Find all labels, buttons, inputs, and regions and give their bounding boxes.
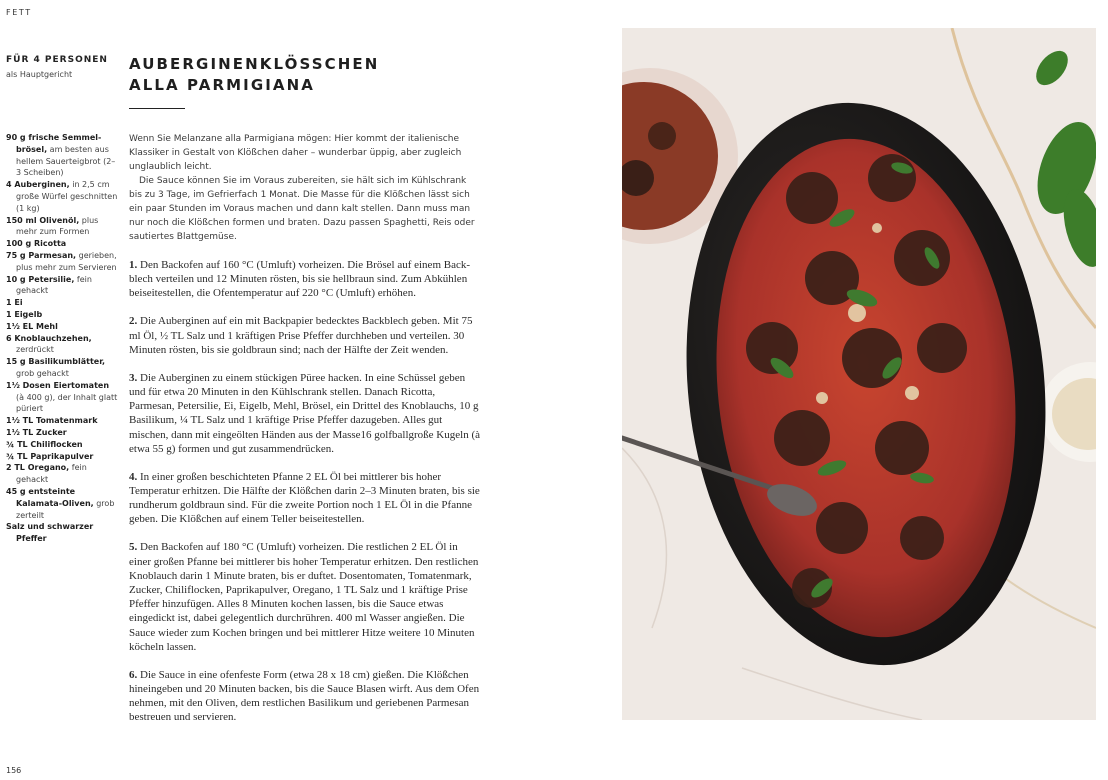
servings-count: FÜR 4 PERSONEN bbox=[6, 55, 108, 65]
ingredient-quantity: Salz und schwarzer Pfeffer bbox=[6, 522, 94, 544]
section-label: FETT bbox=[6, 8, 32, 17]
food-photo-illustration bbox=[622, 28, 1096, 720]
title-underline bbox=[129, 108, 185, 109]
recipe-step bbox=[129, 314, 481, 357]
intro-paragraph: Die Sauce können Sie im Voraus zubereiten, sie hält sich im Kühlschrank bis zu 3 Tage, im Gefrierfach 1 Monat. Die Masse für die Klößchen lässt sich ein paar Stunden im Voraus machen und dann kalt stellen. Dann muss man nur noch die Klößchen formen und braten. Dazu passen Spaghetti, Reis oder sautiertes Blattgemüse. bbox=[129, 176, 475, 242]
ingredient-item bbox=[6, 415, 118, 427]
ingredient-quantity: 2 TL Oregano, bbox=[6, 463, 70, 473]
ingredient-item bbox=[6, 321, 118, 333]
step-number: 5. bbox=[129, 541, 138, 554]
ingredient-item bbox=[6, 439, 118, 451]
ingredient-quantity: 1 Ei bbox=[6, 298, 23, 308]
recipe-step bbox=[129, 668, 481, 725]
ingredient-quantity: 90 g frische Semmelbrösel, bbox=[6, 133, 102, 154]
recipe-step bbox=[129, 540, 481, 654]
step-text: Die Auberginen zu einem stückigen Püree hacken. In eine Schüssel geben und für etwa 20 Minuten in den Kühlschrank stellen. Danach Ricotta, Parmesan, Petersilie, Ei, Eigelb, Mehl, Brösel, ein Drittel des Knoblauchs, 10 g Basilikum, ¼ TL Salz und 1 kräftige Prise Pfeffer dazugeben. Alles gut mischen, dann mit eingeölten Händen aus der Masse16 golfballgroße Kugeln (à etwa 55 g) formen und gut zusammendrücken. bbox=[129, 371, 480, 455]
ingredient-quantity: ¾ TL Paprikapulver bbox=[6, 451, 94, 461]
intro-paragraph: Wenn Sie Melanzane alla Parmigiana mögen: Hier kommt der italienische Klassiker in Gestalt von Klößchen daher – wunderbar üppig, aber zugleich unglaublich leicht. bbox=[129, 134, 462, 172]
ingredient-note: grob zerteilt bbox=[16, 498, 115, 520]
ingredient-quantity: 1½ TL Tomatenmark bbox=[6, 416, 98, 426]
ingredient-note: am besten aus hellem Sauerteigbrot (2–3 Scheiben) bbox=[16, 144, 116, 178]
recipe-photo bbox=[622, 28, 1096, 720]
ingredient-quantity: 6 Knoblauchzehen, bbox=[6, 333, 92, 343]
ingredient-quantity: 1 Eigelb bbox=[6, 309, 43, 319]
ingredient-note: zerdrückt bbox=[16, 345, 54, 355]
recipe-step bbox=[129, 470, 481, 527]
recipe-step bbox=[129, 258, 481, 301]
page-number: 156 bbox=[6, 766, 22, 775]
ingredient-quantity: 150 ml Olivenöl, bbox=[6, 215, 80, 225]
ingredient-note: grob gehackt bbox=[16, 368, 69, 378]
ingredient-quantity: 4 Auberginen, bbox=[6, 180, 70, 190]
recipe-intro bbox=[129, 132, 481, 244]
ingredient-quantity: 1½ TL Zucker bbox=[6, 427, 67, 437]
step-text: In einer großen beschichteten Pfanne 2 EL Öl bei mittlerer bis hoher Temperatur erhitzen. Die Hälfte der Klößchen darin 2–3 Minuten braten, bis sie rundherum goldbraun sind. Für die zweite Portion noch 1 EL Öl in die Pfanne geben. Die Klößchen auf einem Teller beiseitestellen. bbox=[129, 470, 480, 526]
ingredient-quantity: 1½ EL Mehl bbox=[6, 321, 58, 331]
recipe-title-line-2: ALLA PARMIGIANA bbox=[129, 76, 316, 94]
ingredient-item bbox=[6, 297, 118, 309]
step-number: 6. bbox=[129, 668, 138, 681]
ingredient-item bbox=[6, 215, 118, 239]
ingredient-item bbox=[6, 462, 118, 486]
ingredient-note: gerieben, plus mehr zum Servieren bbox=[16, 250, 117, 272]
ingredient-item bbox=[6, 250, 118, 274]
step-text: Den Backofen auf 160 °C (Umluft) vorheizen. Die Brösel auf einem Backblech verteilen und 12 Minuten rösten, bis sie hellbraun sind. Zum Abkühlen beiseitestellen, die Ofentemperatur auf 220 °C (Umluft) erhöhen. bbox=[129, 259, 471, 300]
step-number: 3. bbox=[129, 371, 138, 384]
ingredient-item bbox=[6, 309, 118, 321]
ingredient-item bbox=[6, 427, 118, 439]
ingredient-note: plus mehr zum Formen bbox=[16, 215, 99, 237]
ingredient-item bbox=[6, 333, 118, 357]
step-text: Den Backofen auf 180 °C (Umluft) vorheizen. Die restlichen 2 EL Öl in einer großen Pfanne bei mittlerer bis hoher Temperatur erhitzen. Den restlichen Knoblauch darin 1 Minute braten, bis er duftet. Dosentomaten, Tomatenmark, Zucker, Chiliflocken, Paprikapulver, Oregano, 1 TL Salz und 1 kräftige Prise Pfeffer hinzufügen. Alles 8 Minuten kochen lassen, bis die Sauce etwas eingedickt ist, dabei gelegentlich durchrühren. 400 ml Wasser angießen. Die Sauce wieder zum Kochen bringen und bei mittlerer Hitze weitere 10 Minuten köcheln lassen. bbox=[129, 541, 479, 653]
step-text: Die Auberginen auf ein mit Backpapier bedecktes Backblech geben. Mit 75 ml Öl, ½ TL Salz und 1 kräftigen Prise Pfeffer durchheben und verteilen. 30 Minuten rösten, bis sie goldbraun sind; nach der Hälfte der Zeit wenden. bbox=[129, 315, 473, 356]
ingredient-note: (à 400 g), der Inhalt glatt püriert bbox=[16, 392, 118, 414]
step-number: 4. bbox=[129, 470, 138, 483]
ingredient-item bbox=[6, 238, 118, 250]
ingredient-quantity: 10 g Petersilie, bbox=[6, 274, 75, 284]
servings-info bbox=[6, 55, 116, 79]
ingredient-item bbox=[6, 486, 118, 521]
recipe-steps bbox=[129, 258, 481, 738]
ingredient-item bbox=[6, 132, 118, 179]
ingredient-note: in 2,5 cm große Würfel geschnitten (1 kg) bbox=[16, 180, 118, 213]
ingredient-list bbox=[6, 132, 118, 545]
recipe-title-line-1: AUBERGINENKLÖSSCHEN bbox=[129, 55, 380, 73]
recipe-title bbox=[129, 54, 489, 96]
ingredient-item bbox=[6, 356, 118, 380]
step-number: 2. bbox=[129, 315, 138, 328]
ingredient-item bbox=[6, 274, 118, 298]
step-number: 1. bbox=[129, 259, 138, 271]
ingredient-quantity: 45 g entsteinte Kalamata-Oliven, bbox=[6, 486, 94, 508]
ingredient-quantity: ¾ TL Chiliflocken bbox=[6, 439, 83, 449]
ingredient-item bbox=[6, 521, 118, 545]
ingredient-quantity: 15 g Basilikumblätter, bbox=[6, 357, 106, 367]
servings-note: als Hauptgericht bbox=[6, 70, 73, 79]
ingredient-note: fein gehackt bbox=[16, 274, 92, 296]
ingredient-quantity: 100 g Ricotta bbox=[6, 239, 67, 249]
step-text: Die Sauce in eine ofenfeste Form (etwa 28 x 18 cm) gießen. Die Klößchen hineingeben und 20 Minuten backen, bis die Sauce Blasen wirft. Aus dem Ofen nehmen, mit den Oliven, dem restlichen Basilikum und geriebenen Parmesan bestreuen und servieren. bbox=[129, 668, 480, 724]
ingredient-quantity: 1½ Dosen Eiertomaten bbox=[6, 380, 110, 390]
ingredient-quantity: 75 g Parmesan, bbox=[6, 250, 77, 260]
recipe-step bbox=[129, 371, 481, 456]
ingredient-item bbox=[6, 380, 118, 415]
ingredient-item bbox=[6, 179, 118, 214]
ingredient-note: fein gehackt bbox=[16, 463, 87, 485]
ingredient-item bbox=[6, 451, 118, 463]
